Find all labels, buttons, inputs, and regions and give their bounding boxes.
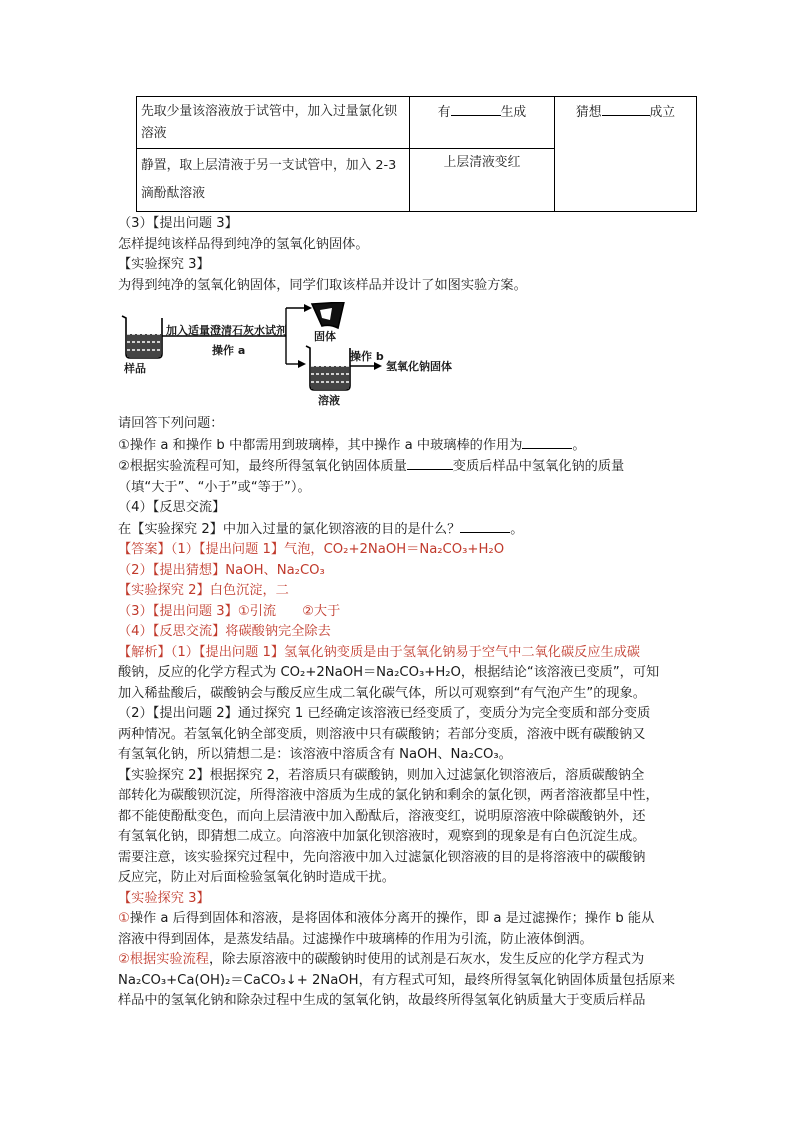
question-4-end: 。: [510, 521, 524, 537]
table-cell-phenomenon1: [410, 97, 555, 149]
question-2-text: ②根据实验流程可知，最终所得氢氧化钠固体质量: [118, 459, 407, 474]
sample-beaker-icon: [122, 316, 162, 358]
question-1-text: ①操作 a 和操作 b 中都需用到玻璃棒，其中操作 a 中玻璃棒的作用为: [118, 437, 523, 453]
analysis-p3-line: 反应完，防止对后面检验氢氧化钠时造成干扰。: [118, 870, 395, 885]
analysis-p2-line: （2）【提出问题 2】通过探究 1 已经确定该溶液已经变质了，变质分为完全变质和部分变质: [118, 706, 651, 721]
answer-line-5: （4）【反思交流】将碳酸钠完全除去: [118, 624, 331, 639]
table-cell-conclusion: [555, 97, 697, 212]
phenomenon-prefix: 有: [437, 105, 451, 120]
flow-label-solution: 溶液: [318, 394, 340, 407]
answer-line-4: [118, 602, 678, 623]
analysis-paragraph-2: [118, 704, 678, 766]
flow-label-sample: 样品: [124, 362, 146, 375]
conclusion-suffix: 成立: [649, 105, 676, 120]
analysis-p3-line: 需要注意，该实验探究过程中，先向溶液中加入过滤氯化钡溶液的目的是将溶液中的碳酸钠: [118, 849, 646, 865]
blank-purpose[interactable]: [460, 519, 510, 533]
document-page: [118, 96, 678, 1012]
conclusion-prefix: 猜想: [575, 105, 602, 120]
question-1-end: 。: [572, 437, 586, 453]
question-2: [118, 456, 678, 478]
analysis-p4-heading: 【实验探究 3】: [118, 890, 210, 906]
arrow-to-solid-icon: [304, 304, 312, 312]
q4-heading: （4）【反思交流】: [118, 500, 226, 515]
q3-heading: （3）【提出问题 3】: [118, 216, 238, 231]
exp3-heading: 【实验探究 3】: [118, 257, 210, 272]
answer-line-2: （2）【提出猜想】NaOH、Na₂CO₃: [118, 562, 325, 578]
flow-label-naoh: 氢氧化钠固体: [386, 360, 452, 373]
blank-mass-compare[interactable]: [407, 456, 453, 470]
blank-precipitate[interactable]: [451, 102, 501, 116]
analysis-p4-line: ①操作 a 后得到固体和溶液，是将固体和液体分离开的操作，即 a 是过滤操作；操作 b 能从: [118, 911, 655, 926]
analysis-p3-line: 部转化为碳酸钡沉淀，所得溶液中溶质为生成的氯化钠和剩余的氯化钡，两者溶液都呈中性，: [118, 788, 659, 803]
analysis-p1-line: 酸钠，反应的化学方程式为 CO₂+2NaOH＝Na₂CO₃+H₂O，根据结论“该溶液已变质”，可知: [118, 665, 660, 680]
exp3-text: 为得到纯净的氢氧化钠固体，同学们取该样品并设计了如图实验方案。: [118, 277, 527, 293]
answer-line-4-a: （3）【提出问题 3】①引流: [118, 603, 277, 619]
q3-text: 怎样提纯该样品得到纯净的氢氧化钠固体。: [118, 236, 369, 252]
analysis-p2-line: 有氢氧化钠，所以猜想二是：该溶液中溶质含有 NaOH、Na₂CO₃。: [118, 747, 512, 762]
analysis-paragraph-5: [118, 950, 678, 1012]
answer-line-4-b: ②大于: [302, 603, 341, 619]
analysis-p3-line: 都不能使酚酞变色，而向上层清液中加入酚酞后，溶液变红，说明原溶液中除碳酸钠外，还: [118, 808, 646, 824]
analysis-paragraph-4: [118, 909, 678, 950]
analysis-paragraph-3: [118, 766, 678, 889]
analysis-p3-line: 有氢氧化钠，即猜想二成立。向溶液中加氯化钡溶液时，观察到的现象是有白色沉淀生成。: [118, 829, 646, 844]
analysis-p5-line: ②根据实验流程，除去原溶液中的碳酸钠时使用的试剂是石灰水，发生反应的化学方程式为: [118, 952, 645, 967]
flow-label-reagent: 加入适量澄清石灰水试剂: [166, 324, 287, 337]
question-4: [118, 519, 678, 541]
arrow-to-solution-icon: [298, 360, 306, 368]
solution-beaker-icon: [306, 346, 350, 390]
analysis-p2-line: 两种情况。若氢氧化钠全部变质，则溶液中只有碳酸钠；若部分变质，溶液中既有碳酸钠又: [118, 726, 646, 742]
flow-label-solid: 固体: [314, 330, 336, 343]
analysis-p1-line: 【解析】（1）【提出问题 1】氢氧化钠变质是由于氢氧化钠易于空气中二氧化碳反应生成碳: [118, 644, 641, 660]
answer-prompt: 请回答下列问题：: [118, 416, 224, 431]
flow-label-op-a: 操作 a: [212, 344, 246, 357]
question-1: [118, 435, 678, 457]
question-2-hint: （填“大于”、“小于”或“等于”）。: [118, 479, 311, 495]
flow-diagram: [118, 302, 678, 410]
blank-hypothesis[interactable]: [602, 102, 650, 116]
question-2-text-b: 变质后样品中氢氧化钠的质量: [452, 459, 625, 474]
analysis-p3-line: 【实验探究 2】根据探究 2，若溶质只有碳酸钠，则加入过滤氯化钡溶液后，溶质碳酸钠全: [118, 767, 645, 783]
answer-line-1: 【答案】（1）【提出问题 1】气泡，CO₂+2NaOH＝Na₂CO₃+H₂O: [118, 542, 505, 557]
phenomenon-suffix: 生成: [500, 105, 527, 120]
question-4-text: 在【实验探究 2】中加入过量的氯化钡溶液的目的是什么？: [118, 521, 461, 537]
table-cell-step2: 静置，取上层清液于另一支试管中，加入 2-3 滴酚酞溶液: [137, 149, 410, 212]
analysis-p4-line: 溶液中得到固体，是蒸发结晶。过滤操作中玻璃棒的作用为引流，防止液体倒洒。: [118, 931, 593, 947]
answer-line-3: 【实验探究 2】白色沉淀，二: [118, 583, 289, 598]
analysis-p5-line: Na₂CO₃+Ca(OH)₂＝CaCO₃↓+ 2NaOH，有方程式可知，最终所得氢氧化钠固体质量包括原来: [118, 972, 676, 988]
flow-diagram-svg: [118, 302, 478, 410]
flow-label-op-b: 操作 b: [350, 350, 384, 363]
table-cell-step1: 先取少量该溶液放于试管中，加入过量氯化钡溶液: [137, 97, 410, 149]
analysis-paragraph-1: [118, 643, 678, 705]
analysis-p5-line: 样品中的氢氧化钠和除杂过程中生成的氢氧化钠，故最终所得氢氧化钠质量大于变质后样品: [118, 993, 646, 1008]
blank-glass-rod-role[interactable]: [522, 435, 572, 449]
experiment-table: [136, 96, 697, 212]
analysis-p1-line: 加入稀盐酸后，碳酸钠会与酸反应生成二氧化碳气体，所以可观察到“有气泡产生”的现象。: [118, 685, 646, 701]
table-cell-phenomenon2: 上层清液变红: [410, 149, 555, 212]
